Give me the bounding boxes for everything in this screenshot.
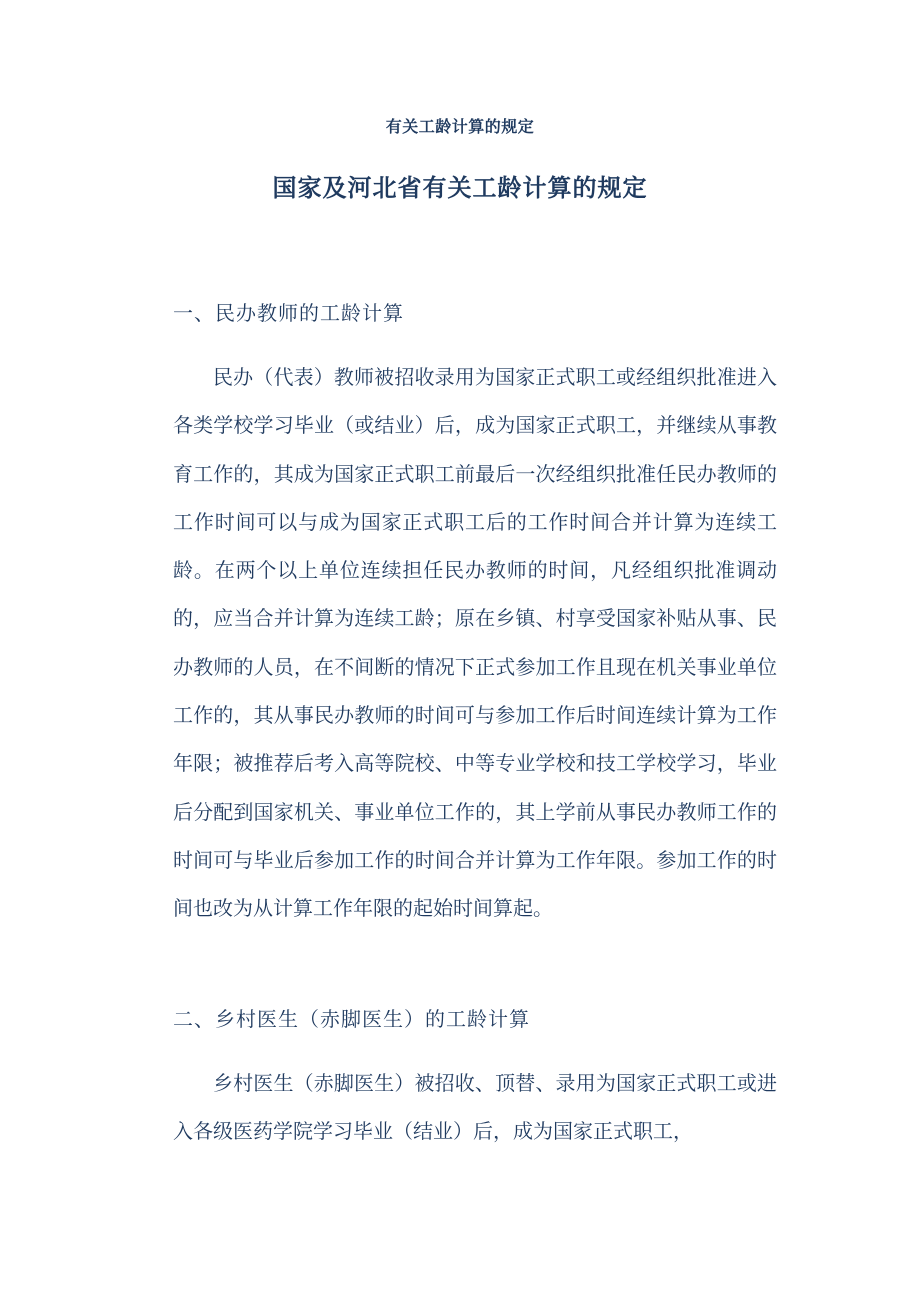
page-header-title: 有关工龄计算的规定: [385, 117, 535, 136]
document-title: 国家及河北省有关工龄计算的规定: [272, 174, 648, 202]
section-paragraph-1: 民办（代表）教师被招收录用为国家正式职工或经组织批准进入各类学校学习毕业（或结业）后，成为国家正式职工，并继续从事教育工作的，其成为国家正式职工前最后一次经组织批准任民办教师的工作时间可以与成为国家正式职工后的工作时间合并计算为连续工龄。在两个以上单位连续担任民办教师的时间，凡经组织批准调动的，应当合并计算为连续工龄；原在乡镇、村享受国家补贴从事、民办教师的人员，在不间断的情况下正式参加工作且现在机关事业单位工作的，其从事民办教师的时间可与参加工作后时间连续计算为工作年限；被推荐后考入高等院校、中等专业学校和技工学校学习，毕业后分配到国家机关、事业单位工作的，其上学前从事民办教师工作的时间可与毕业后参加工作的时间合并计算为工作年限。参加工作的时间也改为从计算工作年限的起始时间算起。: [173, 365, 777, 921]
section-paragraph-2: 乡村医生（赤脚医生）被招收、顶替、录用为国家正式职工或进入各级医药学院学习毕业（结业）后，成为国家正式职工，: [173, 1071, 777, 1144]
section-heading-1: 一、民办教师的工龄计算: [173, 301, 404, 325]
section-heading-2: 二、乡村医生（赤脚医生）的工龄计算: [173, 1007, 530, 1031]
